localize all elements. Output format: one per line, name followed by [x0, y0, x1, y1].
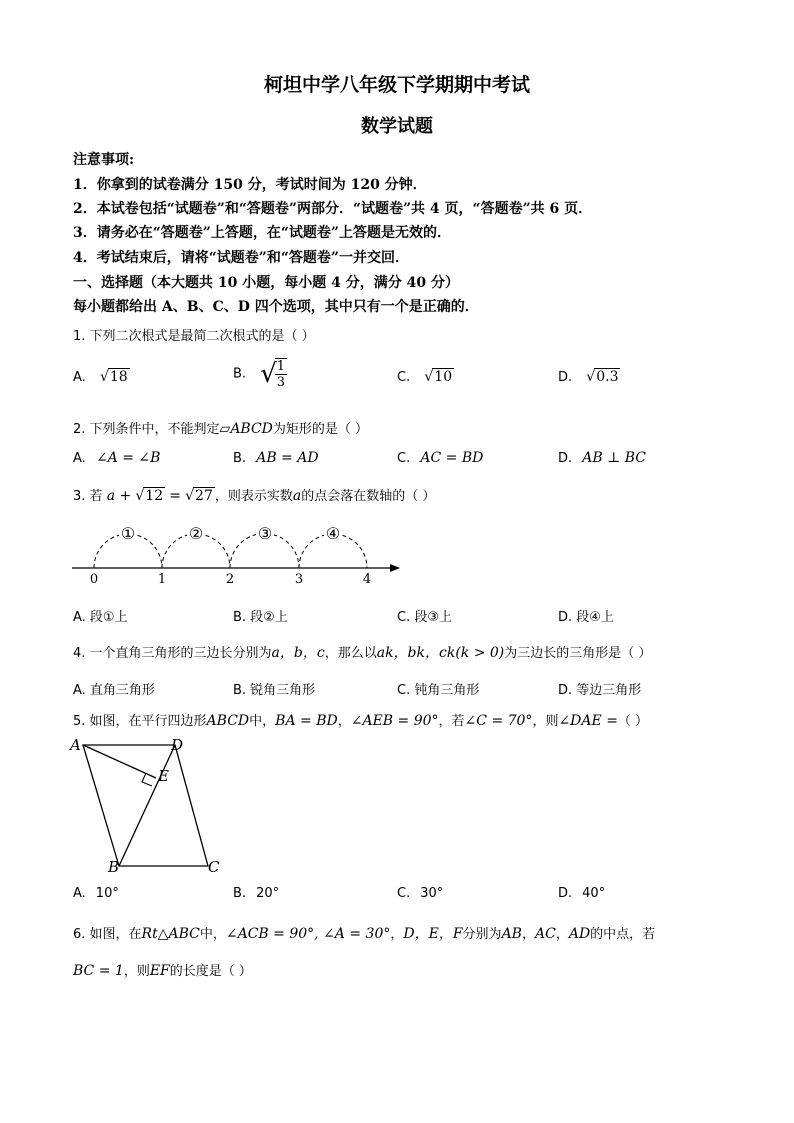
- stem-text: ，: [521, 927, 535, 942]
- axis-arrow-icon: [390, 564, 400, 572]
- stem-math: ∠ACB = 90°, ∠A = 30°: [225, 926, 391, 942]
- notice-heading: 注意事项:: [73, 152, 135, 168]
- exam-subtitle: 数学试题: [361, 116, 433, 137]
- option-label: B.: [233, 886, 247, 901]
- stem-math: a +: [106, 488, 132, 504]
- arc-label: ①: [120, 524, 136, 543]
- stem-math: AD: [568, 926, 591, 942]
- fraction-denominator: 3: [276, 375, 286, 390]
- stem-math: ∠C = 70°: [464, 713, 533, 729]
- stem-math: =: [169, 488, 181, 504]
- q3-option-b: B. 段②上: [233, 610, 288, 625]
- q5-option-b: [233, 886, 279, 901]
- stem-text: 中，: [199, 927, 226, 942]
- q4-option-a: A. 直角三角形: [73, 683, 155, 698]
- option-label: A.: [73, 886, 86, 901]
- vertex-label: E: [158, 767, 169, 785]
- axis-tick-label: 0: [89, 572, 99, 587]
- number-line-figure: [60, 515, 410, 590]
- stem-math: a，b，c: [271, 645, 325, 661]
- axis-tick-label: 1: [157, 572, 167, 587]
- sqrt-icon: √: [260, 359, 277, 389]
- stem-text: ，: [390, 927, 404, 942]
- option-label: C.: [397, 370, 411, 385]
- option-label: D.: [558, 370, 573, 385]
- stem-math: ∠AEB = 90°: [350, 713, 439, 729]
- q1-option-b: [233, 358, 287, 390]
- stem-math: ▱ABCD: [219, 421, 273, 437]
- stem-text: ，: [555, 927, 569, 942]
- stem-math: a: [292, 488, 302, 504]
- q3-option-a: A. 段①上: [73, 610, 128, 625]
- stem-text: 6. 如图，在: [73, 927, 142, 942]
- fraction-numerator: 1: [276, 359, 286, 374]
- stem-math: ak，bk，ck: [376, 645, 456, 661]
- sqrt-icon: √: [185, 488, 195, 504]
- stem-math: ABCD: [206, 713, 250, 729]
- option-value: 40°: [582, 886, 606, 901]
- option-value: 10°: [95, 886, 119, 901]
- stem-math: ∠DAE =: [558, 713, 618, 729]
- axis-tick-label: 2: [225, 572, 235, 587]
- stem-text: 中，: [249, 714, 276, 729]
- stem-text: 4. 一个直角三角形的三边长分别为: [73, 646, 272, 661]
- option-value: 30°: [420, 886, 444, 901]
- stem-math: EF: [149, 963, 170, 979]
- q4-option-d: D. 等边三角形: [558, 683, 642, 698]
- option-math: AB = AD: [256, 450, 319, 466]
- stem-text: ，则: [123, 964, 150, 979]
- q1-option-c: [397, 368, 454, 385]
- option-label: D.: [558, 886, 573, 901]
- q2-option-c: [397, 450, 483, 466]
- sqrt-icon: √: [135, 488, 145, 504]
- stem-text: 3. 若: [73, 489, 103, 504]
- stem-math: BA = BD: [275, 713, 338, 729]
- stem-math: AB: [501, 926, 522, 942]
- stem-text: ，那么以: [324, 646, 377, 661]
- q5-option-a: [73, 886, 119, 901]
- arc-label: ③: [257, 524, 273, 543]
- stem-text: 为三边长的三角形是（ ）: [504, 646, 652, 661]
- parallelogram-abcd: [83, 745, 208, 866]
- q5-option-c: [397, 886, 443, 901]
- exam-title: 柯坦中学八年级下学期期中考试: [263, 74, 530, 96]
- stem-text: 为矩形的是（ ）: [272, 422, 369, 437]
- radicand: 12: [145, 488, 164, 504]
- vertex-label: D: [171, 736, 184, 754]
- q2-option-b: [233, 450, 319, 466]
- question-6-stem-line1: [73, 923, 655, 943]
- parallelogram-figure: [66, 733, 231, 878]
- stem-math: AC: [534, 926, 556, 942]
- radicand: 10: [434, 369, 453, 385]
- stem-text: 2. 下列条件中，不能判定: [73, 422, 220, 437]
- vertex-label: C: [208, 858, 220, 876]
- arc-label: ④: [325, 524, 341, 543]
- option-label: C.: [397, 451, 411, 466]
- question-2-stem: [73, 418, 368, 437]
- radicand: 18: [109, 369, 128, 385]
- notice-item: 4．考试结束后，请将“试题卷”和“答题卷”一并交回．: [73, 250, 409, 266]
- stem-math: BC = 1: [73, 963, 124, 979]
- stem-text: （ ）: [617, 714, 649, 729]
- notice-item: 2．本试卷包括“试题卷”和“答题卷”两部分．“试题卷”共 4 页，“答题卷”共 6 页．: [73, 201, 593, 217]
- option-math: AB ⊥ BC: [582, 450, 647, 466]
- stem-text: 5. 如图，在平行四边形: [73, 714, 207, 729]
- notice-item: 1．你拿到的试卷满分 150 分，考试时间为 120 分钟．: [73, 177, 427, 193]
- stem-text: 的中点，若: [590, 927, 656, 942]
- question-4-stem: [73, 642, 651, 662]
- stem-text: 的点会落在数轴的（ ）: [301, 489, 436, 504]
- q1-option-a: [73, 368, 130, 385]
- vertex-label: B: [108, 858, 120, 876]
- stem-math: (k > 0): [455, 645, 505, 661]
- q1-option-d: [558, 368, 620, 385]
- option-label: A.: [73, 370, 86, 385]
- option-label: B.: [233, 451, 247, 466]
- option-value: 20°: [256, 886, 280, 901]
- sqrt-icon: √: [424, 369, 434, 385]
- axis-tick-label: 4: [362, 572, 372, 587]
- q2-option-d: [558, 450, 646, 466]
- q2-option-a: [73, 450, 160, 466]
- q3-option-d: D. 段④上: [558, 610, 614, 625]
- stem-text: ，则表示实数: [214, 489, 293, 504]
- arc-label: ②: [188, 524, 204, 543]
- question-3-stem: [73, 485, 435, 504]
- stem-text: ，: [337, 714, 351, 729]
- option-label: D.: [558, 451, 573, 466]
- option-label: A.: [73, 451, 86, 466]
- option-math: ∠A = ∠B: [95, 450, 161, 466]
- option-label: C.: [397, 886, 411, 901]
- option-label: B.: [233, 366, 247, 382]
- segment-ae: [83, 745, 156, 778]
- axis-tick-label: 3: [294, 572, 304, 587]
- q3-option-c: C. 段③上: [397, 610, 452, 625]
- stem-text: ，则: [532, 714, 559, 729]
- radicand: 0.3: [596, 369, 619, 385]
- option-math: AC = BD: [420, 450, 484, 466]
- sqrt-icon: √: [586, 369, 596, 385]
- section-instruction: 每小题都给出 A、B、C、D 四个选项，其中只有一个是正确的．: [73, 299, 479, 315]
- sqrt-icon: √: [99, 369, 109, 385]
- stem-math: Rt△ABC: [141, 926, 200, 942]
- diagonal-bd: [119, 745, 175, 866]
- question-6-stem-line2: [73, 960, 252, 979]
- q4-option-b: B. 锐角三角形: [233, 683, 316, 698]
- vertex-label: A: [70, 736, 81, 754]
- radicand: 27: [195, 488, 213, 504]
- section-heading: 一、选择题（本大题共 10 小题，每小题 4 分，满分 40 分）: [73, 275, 459, 291]
- question-1-stem: 1. 下列二次根式是最简二次根式的是（ ）: [73, 329, 315, 344]
- question-5-stem: [73, 710, 648, 729]
- stem-math: D，E，F: [403, 926, 463, 942]
- q5-option-d: [558, 886, 605, 901]
- stem-text: ，若: [438, 714, 465, 729]
- stem-text: 的长度是（ ）: [169, 964, 252, 979]
- q4-option-c: C. 钝角三角形: [397, 683, 480, 698]
- stem-text: 分别为: [462, 927, 502, 942]
- notice-item: 3．请务必在“答题卷”上答题，在“试题卷”上答题是无效的．: [73, 225, 451, 241]
